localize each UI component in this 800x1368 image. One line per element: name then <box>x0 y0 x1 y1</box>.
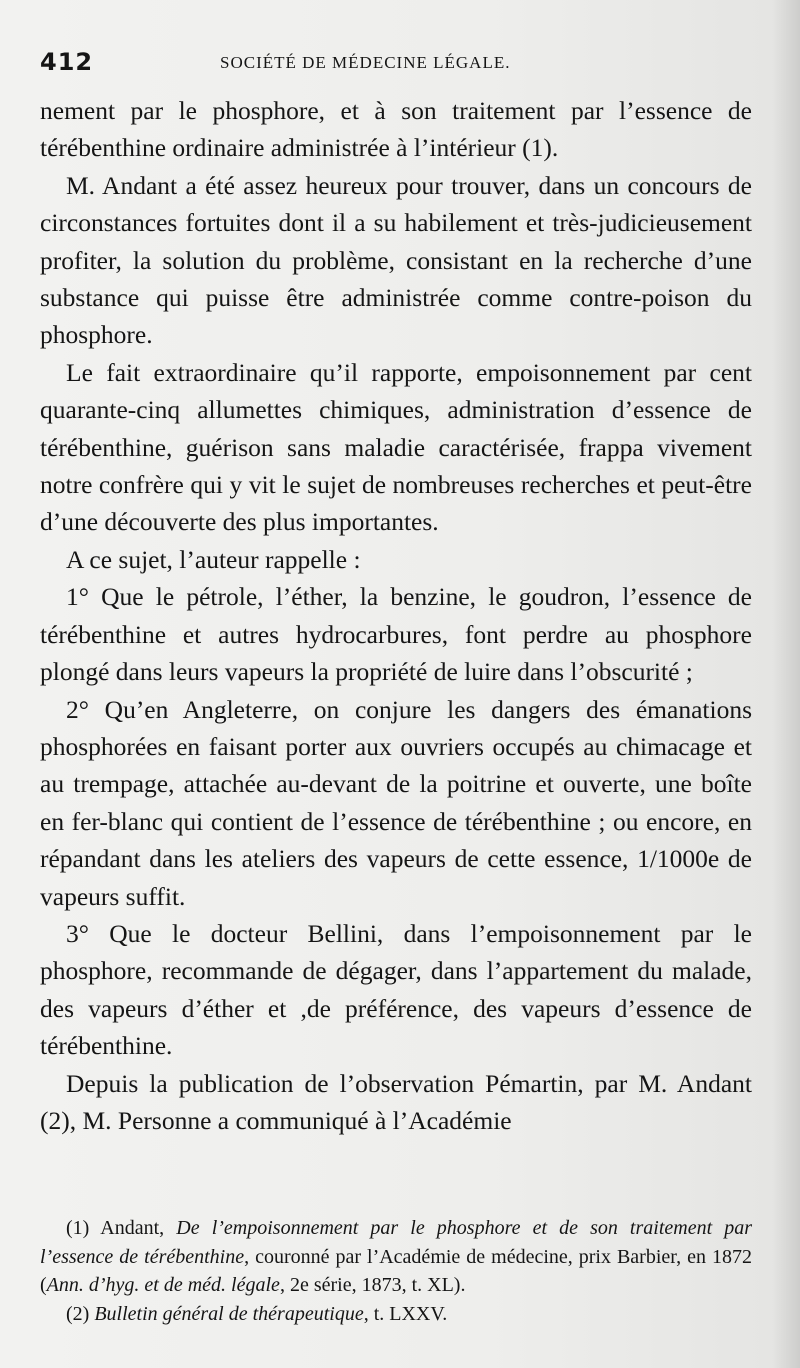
page-number: 412 <box>40 48 94 76</box>
running-header <box>40 48 752 78</box>
page-edge-shadow <box>772 0 800 1368</box>
footnote-2-tail: , t. LXXV. <box>363 1302 448 1325</box>
footnote-2-title: Bulletin général de thérapeutique <box>94 1302 364 1325</box>
paragraph-7: 3° Que le docteur Bellini, dans l’empoisonnement par le phosphore, recommande de dégager, dans l’appartement du malade, des vapeurs d’éther et ,de préférence, des vapeurs d’essence de térébenthine. <box>40 918 752 1061</box>
paragraph-6: 2° Qu’en Angleterre, on conjure les dangers des émanations phosphorées en faisant porter aux ouvriers occupés au chimacage et au trempage, attachée au-devant de la poitrine et ouverte, une boîte en fer-blanc qui contient de l’essence de térébenthine ; ou encore, en répandant dans les ateliers des vapeurs de cette essence, 1/1000e de vapeurs suffit. <box>40 694 752 911</box>
footnote-1-tail: , 2e série, 1873, t. XL). <box>279 1274 466 1296</box>
running-title: SOCIÉTÉ DE MÉDECINE LÉGALE. <box>220 53 511 72</box>
body-text <box>40 92 752 1139</box>
footnote-1 <box>40 1214 752 1300</box>
footnote-1-lead: (1) Andant, <box>66 1217 177 1239</box>
paragraph-2: M. Andant a été assez heureux pour trouver, dans un concours de circonstances fortuites dont il a su habilement et très-judicieusement profiter, la solution du problème, consistant en la recherche d’une substance qui puisse être administrée comme contre-poison du phosphore. <box>40 170 752 350</box>
footnote-2-lead: (2) <box>66 1302 95 1325</box>
footnote-1-mid: , couronné par l’Académie de médecine, prix Barbier, en 1872 ( <box>40 1245 752 1296</box>
footnote-1-title: De l’empoisonnement par le phosphore et de son traitement par l’essence de térébenthine <box>40 1217 753 1268</box>
footnote-1-journal: Ann. d’hyg. et de méd. légale <box>46 1274 280 1296</box>
footnote-2 <box>40 1300 752 1329</box>
footnotes <box>40 1214 752 1328</box>
paragraph-3: Le fait extraordinaire qu’il rapporte, empoisonnement par cent quarante-cinq allumettes chimiques, administration d’essence de térébenthine, guérison sans maladie caractérisée, frappa vivement notre confrère qui y vit le sujet de nombreuses recherches et peut-être d’une découverte des plus importantes. <box>40 357 752 537</box>
paragraph-8: Depuis la publication de l’observation Pémartin, par M. Andant (2), M. Personne a communiqué à l’Académie <box>40 1068 752 1135</box>
paragraph-5: 1° Que le pétrole, l’éther, la benzine, le goudron, l’essence de térébenthine et autres hydrocarbures, font perdre au phosphore plongé dans leurs vapeurs la propriété de luire dans l’obscurité ; <box>40 582 752 687</box>
paragraph-4: A ce sujet, l’auteur rappelle : <box>66 544 361 574</box>
paragraph-1: nement par le phosphore, et à son traitement par l’essence de térébenthine ordinaire administrée à l’intérieur (1). <box>40 96 752 163</box>
